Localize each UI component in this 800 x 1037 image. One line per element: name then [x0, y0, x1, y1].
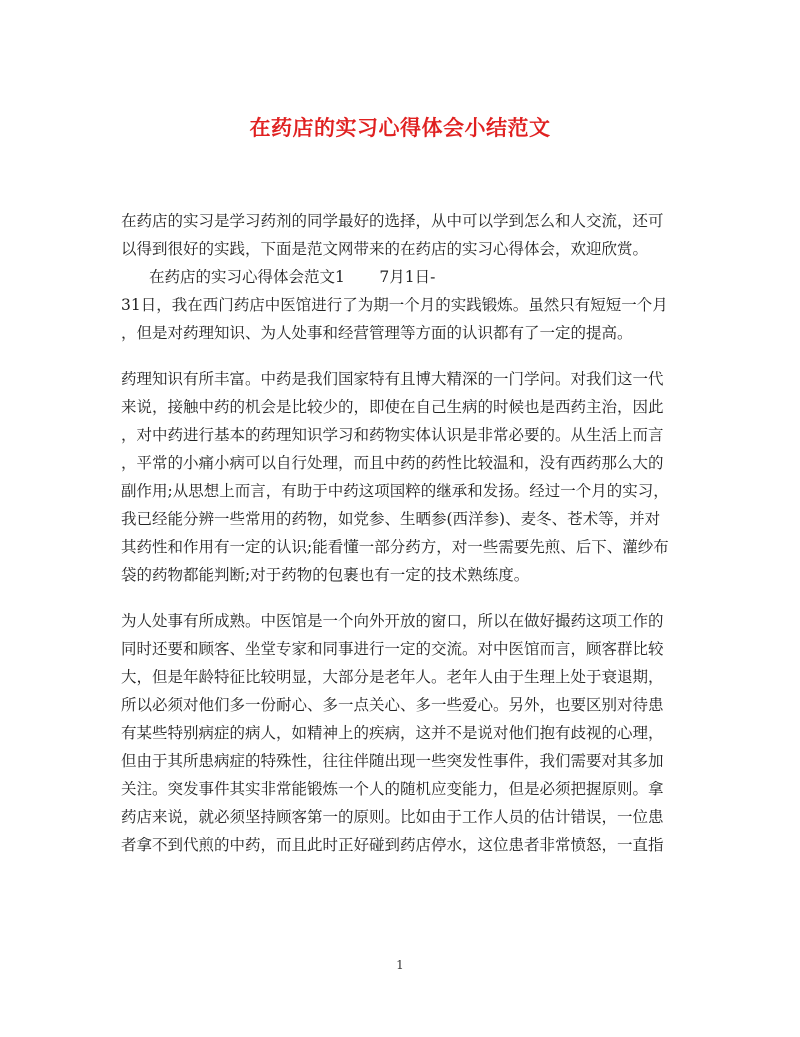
paragraph-line: 有某些特别病症的病人，如精神上的疾病，这并不是说对他们抱有歧视的心理，: [121, 724, 664, 742]
document-body: [121, 207, 681, 859]
paragraph-line: 其药性和作用有一定的认识;能看懂一部分药方，对一些需要先煎、后下、灌纱布: [121, 538, 669, 556]
paragraph-line: 但由于其所患病症的特殊性，往往伴随出现一些突发性事件，我们需要对其多加: [121, 752, 664, 770]
paragraph-line: 大，但是年龄特征比较明显，大部分是老年人。老年人由于生理上处于衰退期，: [121, 668, 664, 686]
paragraph-line: 药理知识有所丰富。中药是我们国家特有且博大精深的一门学问。对我们这一代: [121, 370, 664, 388]
intro-line: 以得到很好的实践，下面是范文网带来的在药店的实习心得体会，欢迎欣赏。: [121, 240, 649, 258]
paragraph-line: ，对中药进行基本的药理知识学习和药物实体认识是非常必要的。从生活上而言: [121, 426, 664, 444]
paragraph-gap: [121, 347, 681, 365]
document-title: 在药店的实习心得体会小结范文: [249, 115, 551, 140]
paragraph-line: 副作用;从思想上而言，有助于中药这项国粹的继承和发扬。经过一个月的实习，: [121, 482, 669, 500]
paragraph-line: 药店来说，就必须坚持顾客第一的原则。比如由于工作人员的估计错误，一位患: [121, 808, 664, 826]
intro-line: 在药店的实习是学习药剂的同学最好的选择，从中可以学到怎么和人交流，还可: [121, 212, 664, 230]
section-heading: 在药店的实习心得体会范文1 7月1日-: [149, 268, 436, 286]
page-number: 1: [396, 958, 404, 972]
paragraph-line: 关注。突发事件其实非常能锻炼一个人的随机应变能力，但是必须把握原则。拿: [121, 780, 664, 798]
paragraph-gap: [121, 589, 681, 607]
paragraph-line: 我已经能分辨一些常用的药物，如党参、生晒参(西洋参)、麦冬、苍术等，并对: [121, 510, 661, 528]
paragraph-line: 所以必须对他们多一份耐心、多一点关心、多一些爱心。另外，也要区别对待患: [121, 696, 664, 714]
paragraph-line: 袋的药物都能判断;对于药物的包裹也有一定的技术熟练度。: [121, 566, 530, 584]
paragraph-line: 同时还要和顾客、坐堂专家和同事进行一定的交流。对中医馆而言，顾客群比较: [121, 640, 664, 658]
paragraph-line: 者拿不到代煎的中药，而且此时正好碰到药店停水，这位患者非常愤怒，一直指: [121, 836, 664, 854]
paragraph-line: ，平常的小痛小病可以自行处理，而且中药的药性比较温和，没有西药那么大的: [121, 454, 664, 472]
paragraph-line: 来说，接触中药的机会是比较少的，即使在自己生病的时候也是西药主治，因此: [121, 398, 664, 416]
paragraph-line: 为人处事有所成熟。中医馆是一个向外开放的窗口，所以在做好撮药这项工作的: [121, 612, 664, 630]
paragraph-line: ，但是对药理知识、为人处事和经营管理等方面的认识都有了一定的提高。: [121, 324, 633, 342]
paragraph-line: 31日，我在西门药店中医馆进行了为期一个月的实践锻炼。虽然只有短短一个月: [121, 296, 668, 314]
